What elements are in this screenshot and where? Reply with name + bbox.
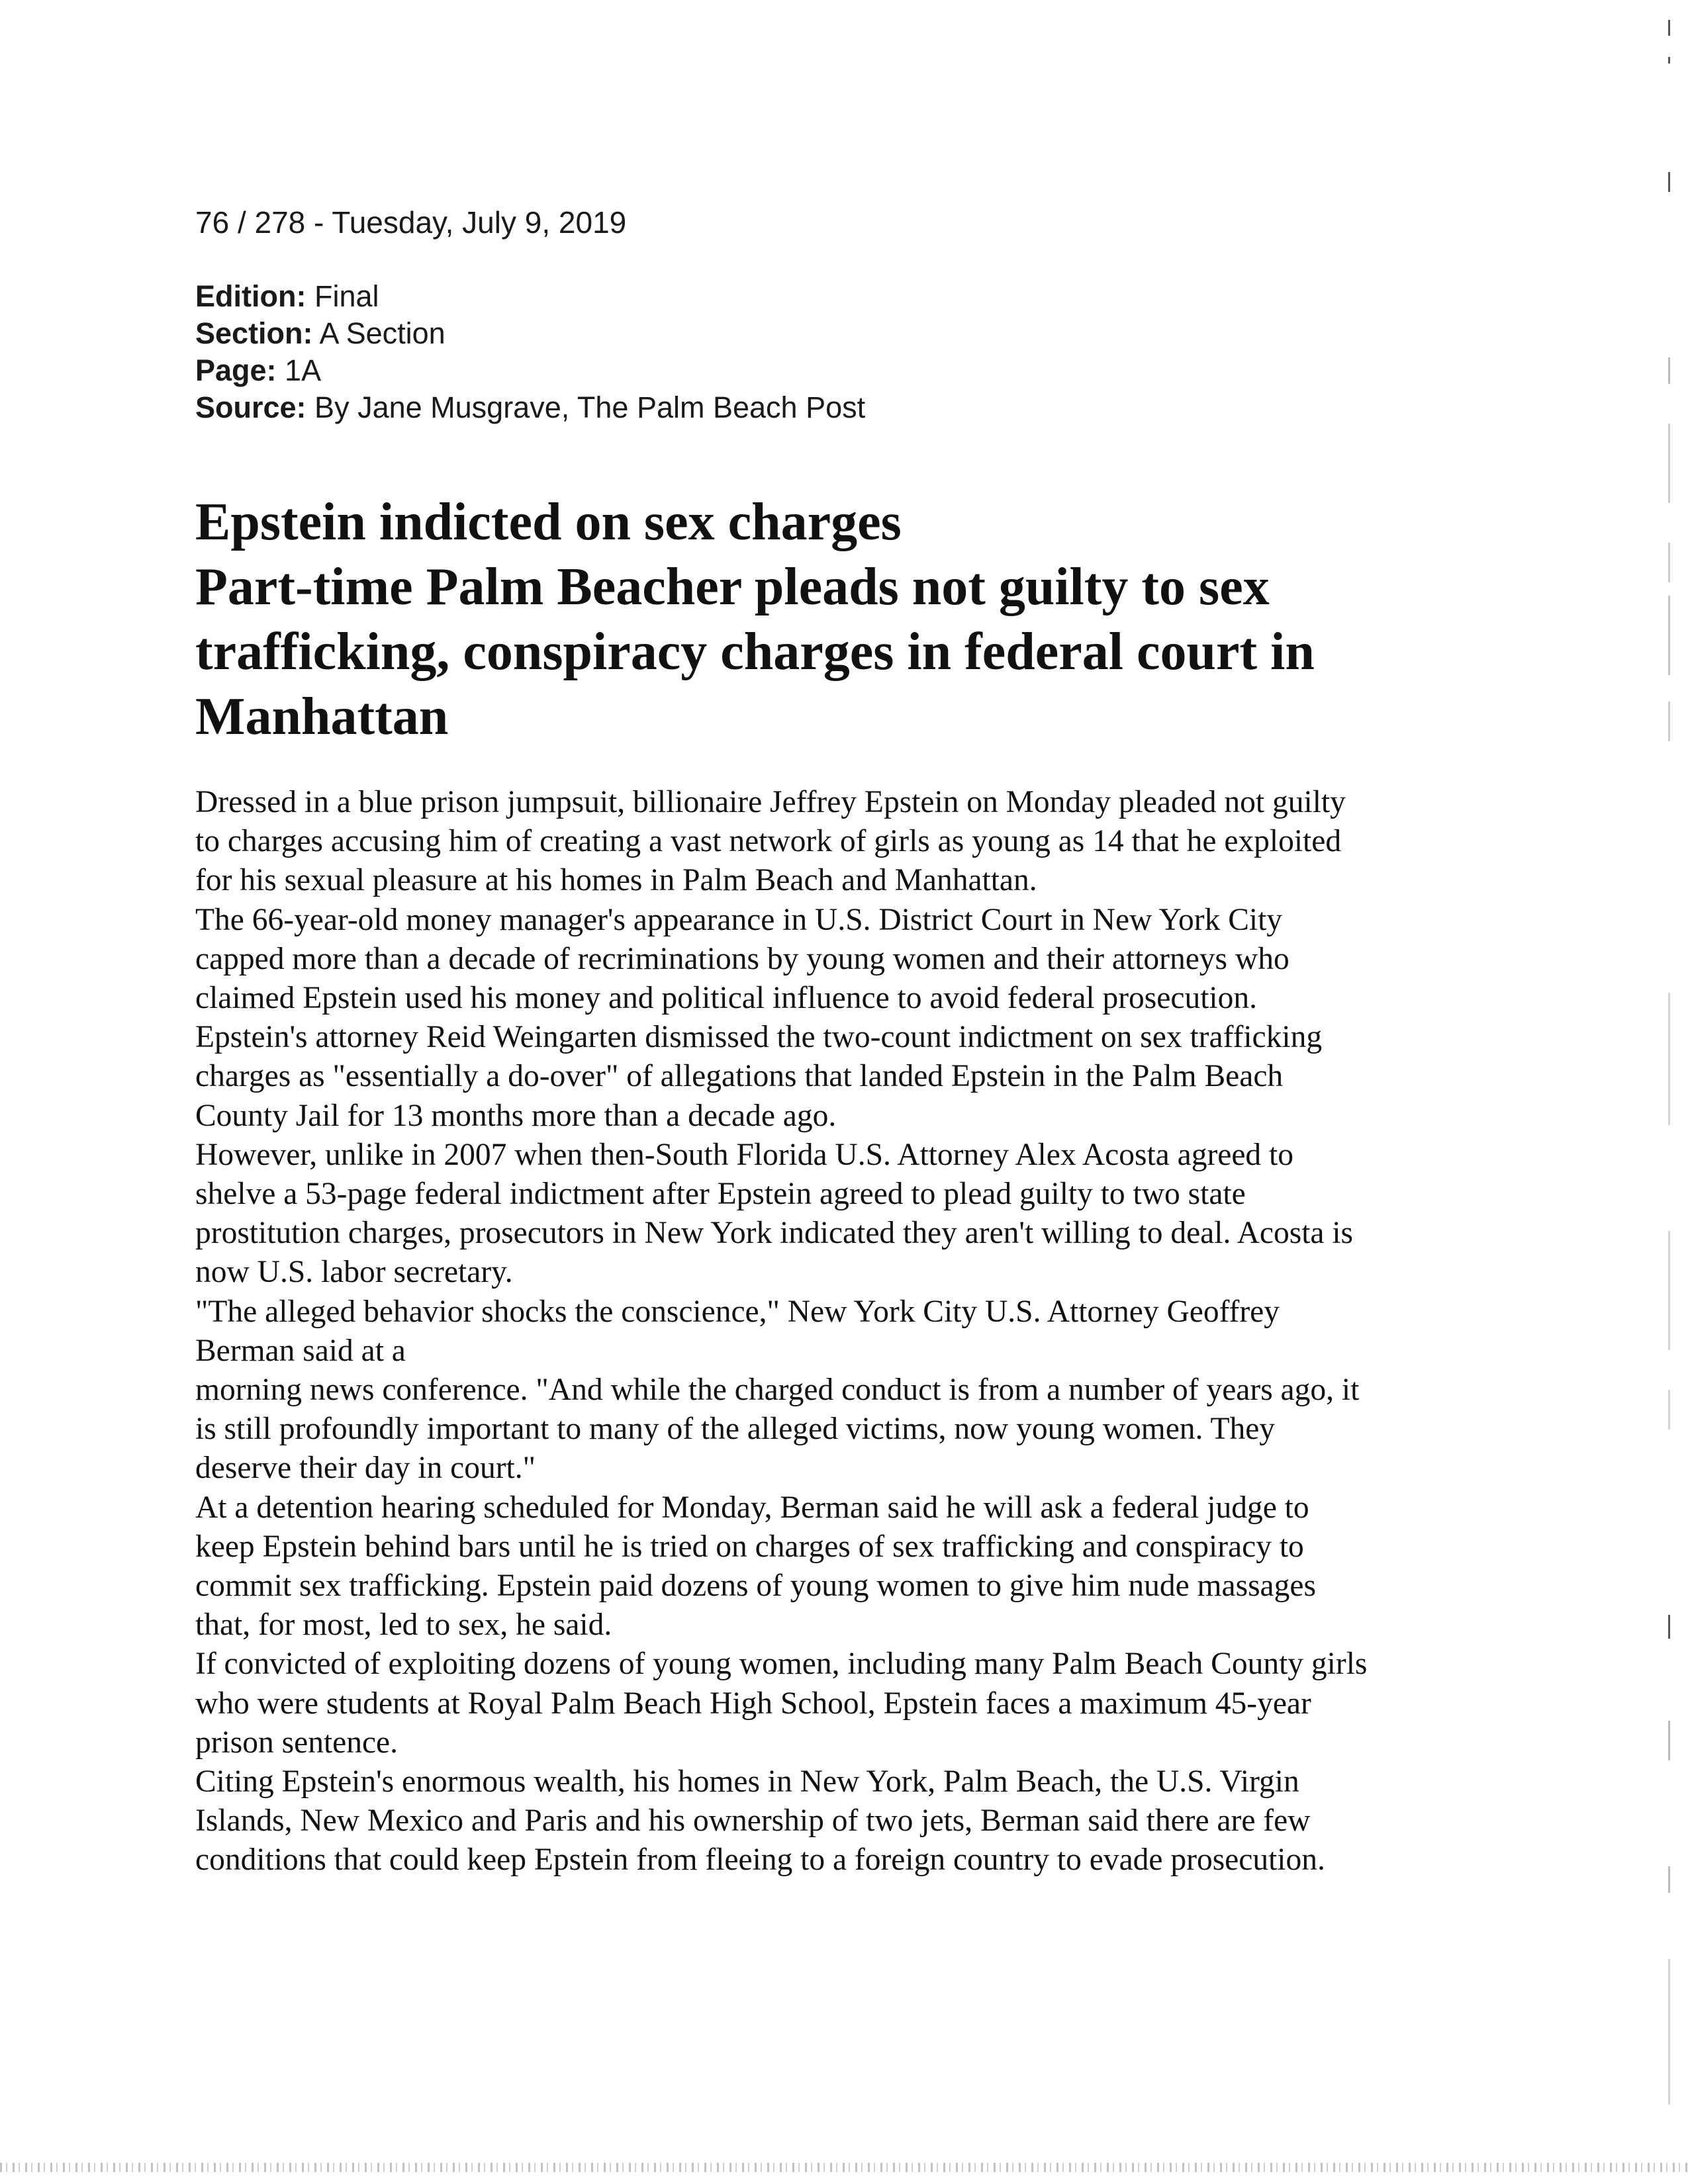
scan-mark bbox=[1668, 172, 1670, 192]
scan-mark bbox=[1668, 993, 1670, 1125]
scan-mark bbox=[1668, 1959, 1670, 2105]
scan-mark bbox=[1668, 1390, 1670, 1430]
meta-edition bbox=[195, 278, 865, 315]
meta-source bbox=[195, 389, 865, 426]
article-line: Dressed in a blue prison jumpsuit, billionaire Jeffrey Epstein on Monday pleaded not guilty bbox=[195, 785, 1346, 819]
scan-mark bbox=[1668, 1615, 1670, 1639]
article-line: Epstein's attorney Reid Weingarten dismissed the two-count indictment on sex trafficking bbox=[195, 1020, 1323, 1055]
article-line: However, unlike in 2007 when then-South Florida U.S. Attorney Alex Acosta agreed to bbox=[195, 1137, 1293, 1172]
scan-mark bbox=[1668, 1231, 1670, 1350]
meta-page bbox=[195, 352, 865, 389]
scan-mark bbox=[1668, 20, 1670, 36]
meta-key: Section: bbox=[195, 316, 313, 350]
article-line: County Jail for 13 months more than a decade ago. bbox=[195, 1098, 837, 1133]
article-line: capped more than a decade of recriminations by young women and their attorneys who bbox=[195, 941, 1289, 976]
scan-mark bbox=[1668, 702, 1670, 741]
scan-mark bbox=[1668, 543, 1670, 582]
article-metadata bbox=[195, 278, 865, 426]
meta-key: Page: bbox=[195, 353, 277, 387]
article-line: who were students at Royal Palm Beach High School, Epstein faces a maximum 45-year bbox=[195, 1686, 1311, 1721]
headline-line: Epstein indicted on sex charges bbox=[195, 493, 902, 551]
article-line: that, for most, led to sex, he said. bbox=[195, 1608, 612, 1643]
article-line: for his sexual pleasure at his homes in Palm Beach and Manhattan. bbox=[195, 863, 1037, 898]
article-line: prison sentence. bbox=[195, 1725, 399, 1760]
article-line: charges as "essentially a do-over" of allegations that landed Epstein in the Palm Beach bbox=[195, 1059, 1284, 1094]
article-body bbox=[195, 783, 1519, 1880]
meta-section bbox=[195, 315, 865, 352]
article-line: prostitution charges, prosecutors in New York indicated they aren't willing to deal. Acosta is bbox=[195, 1216, 1354, 1251]
article-line: At a detention hearing scheduled for Monday, Berman said he will ask a federal judge to bbox=[195, 1490, 1309, 1525]
article-line: If convicted of exploiting dozens of young women, including many Palm Beach County girls bbox=[195, 1647, 1368, 1682]
meta-value: 1A bbox=[276, 353, 322, 387]
article-line: conditions that could keep Epstein from fleeing to a foreign country to evade prosecution. bbox=[195, 1843, 1325, 1878]
headline-line: Manhattan bbox=[195, 688, 449, 746]
article-line: Citing Epstein's enormous wealth, his homes in New York, Palm Beach, the U.S. Virgin bbox=[195, 1764, 1299, 1799]
article-line: claimed Epstein used his money and political influence to avoid federal prosecution. bbox=[195, 981, 1257, 1016]
article-line: shelve a 53-page federal indictment after Epstein agreed to plead guilty to two state bbox=[195, 1177, 1246, 1212]
headline-line: trafficking, conspiracy charges in federal court in bbox=[195, 623, 1315, 681]
headline-line: Part-time Palm Beacher pleads not guilty to sex bbox=[195, 558, 1270, 616]
scan-mark bbox=[1668, 424, 1670, 503]
article-line: keep Epstein behind bars until he is tried on charges of sex trafficking and conspiracy to bbox=[195, 1529, 1304, 1564]
article-line: to charges accusing him of creating a vast network of girls as young as 14 that he exploited bbox=[195, 824, 1342, 859]
scan-bottom-noise bbox=[0, 2163, 1688, 2172]
meta-value: By Jane Musgrave, The Palm Beach Post bbox=[306, 390, 866, 424]
article-line: deserve their day in court." bbox=[195, 1451, 536, 1486]
article-line: "The alleged behavior shocks the conscience," New York City U.S. Attorney Geoffrey bbox=[195, 1294, 1280, 1329]
scan-mark bbox=[1668, 1866, 1670, 1893]
meta-value: A Section bbox=[312, 316, 445, 350]
page-header: 76 / 278 - Tuesday, July 9, 2019 bbox=[195, 205, 627, 240]
scan-mark bbox=[1668, 57, 1670, 64]
scan-mark bbox=[1668, 596, 1670, 675]
article-line: now U.S. labor secretary. bbox=[195, 1255, 513, 1290]
article-line: morning news conference. "And while the charged conduct is from a number of years ago, it bbox=[195, 1373, 1360, 1408]
article-line: commit sex trafficking. Epstein paid dozens of young women to give him nude massages bbox=[195, 1569, 1316, 1604]
article-line: Berman said at a bbox=[195, 1333, 406, 1368]
meta-key: Source: bbox=[195, 390, 306, 424]
headline bbox=[195, 490, 1519, 749]
article-line: Islands, New Mexico and Paris and his ownership of two jets, Berman said there are few bbox=[195, 1803, 1311, 1839]
meta-key: Edition: bbox=[195, 279, 306, 313]
scan-margin-marks bbox=[1648, 0, 1688, 2184]
scan-mark bbox=[1668, 1721, 1670, 1760]
scan-mark bbox=[1668, 357, 1670, 384]
article-line: is still profoundly important to many of the alleged victims, now young women. They bbox=[195, 1412, 1276, 1447]
article-line: The 66-year-old money manager's appearance in U.S. District Court in New York City bbox=[195, 902, 1283, 937]
meta-value: Final bbox=[306, 279, 379, 313]
